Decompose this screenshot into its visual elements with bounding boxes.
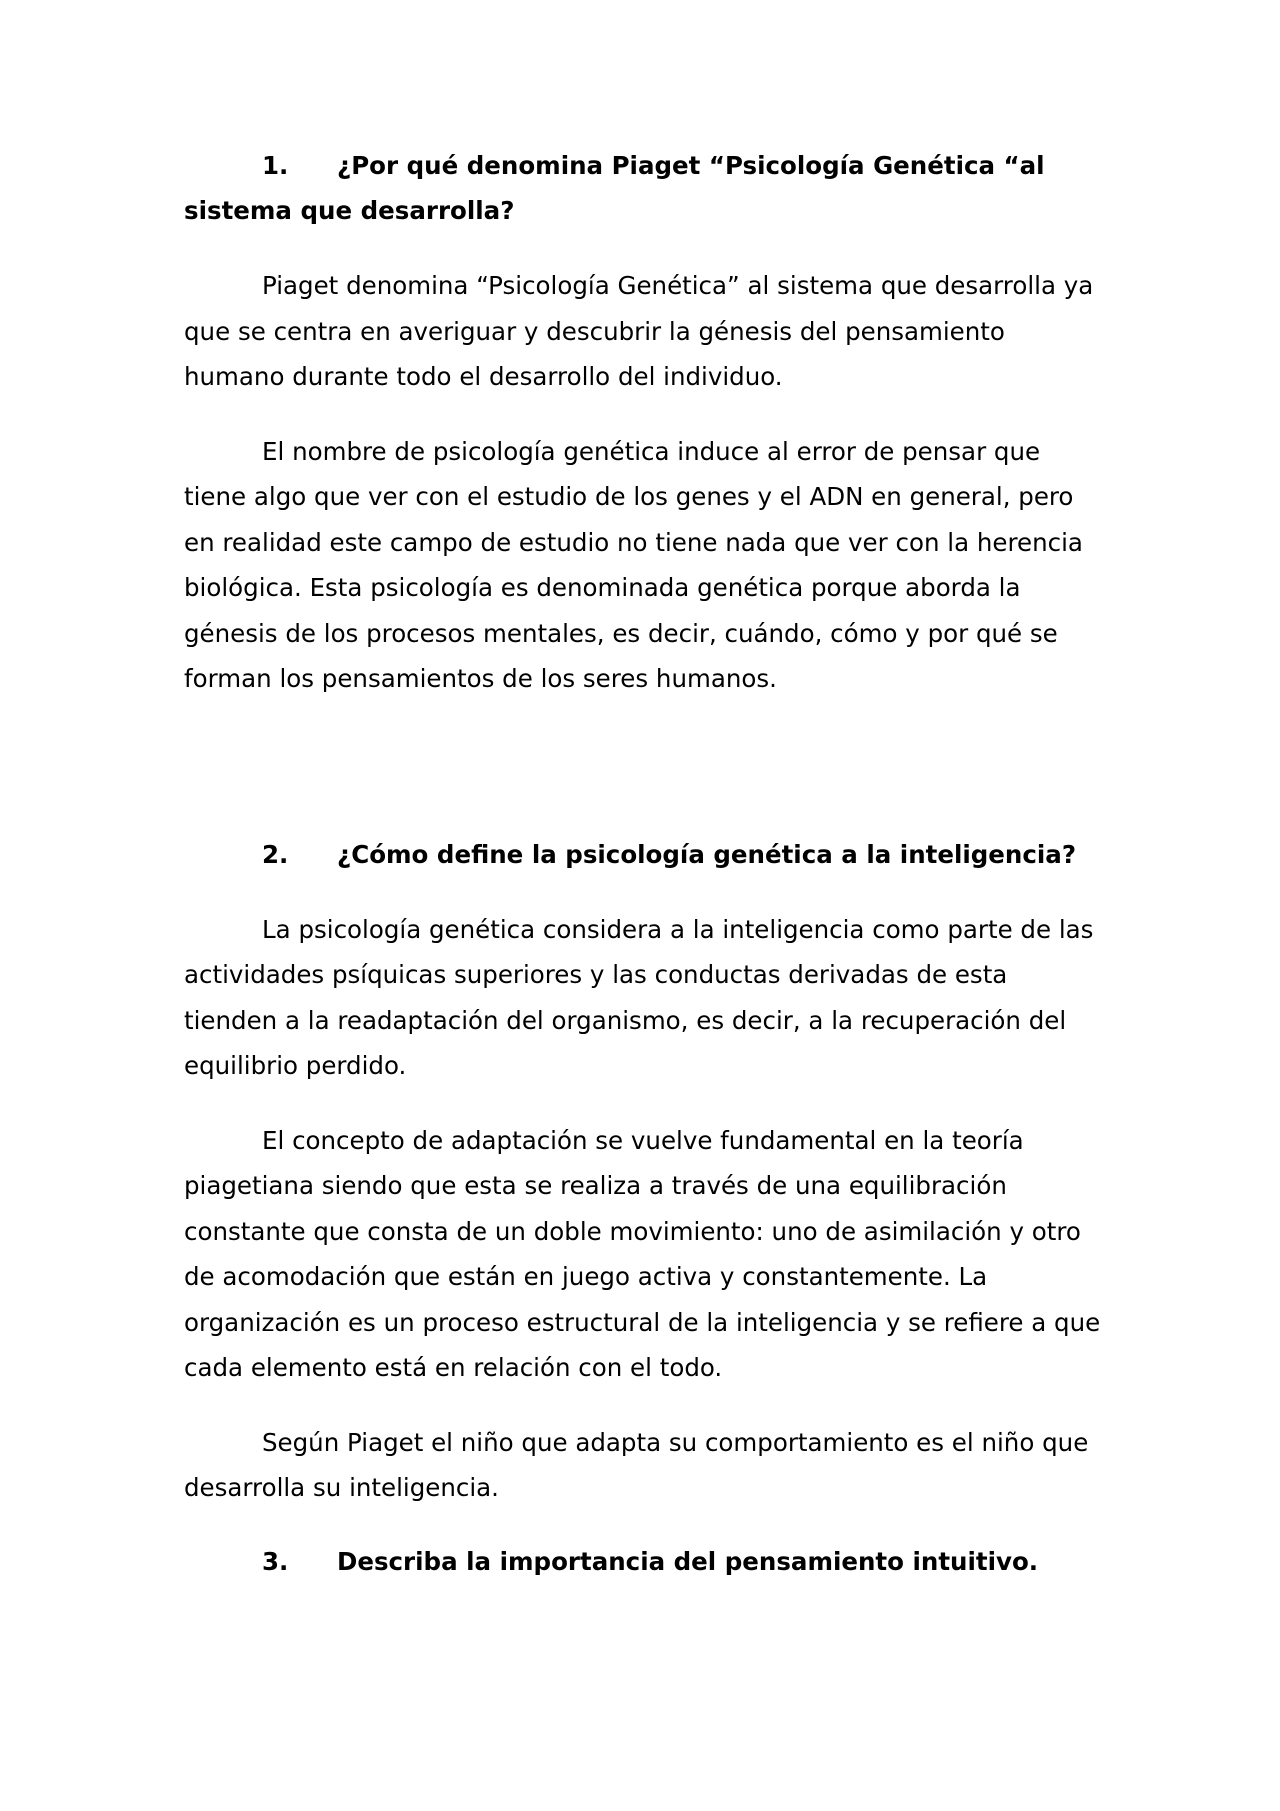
answer-1-paragraph-1: Piaget denomina “Psicología Genética” al sistema que desarrolla ya que se centra en averiguar y descubrir la génesis del pensamiento humano durante todo el desarrollo del individuo. [184, 271, 1094, 391]
question-2-title: ¿Cómo define la psicología genética a la inteligencia? [337, 839, 1077, 869]
question-2-number: 2. [262, 839, 289, 869]
question-2-heading [184, 832, 1104, 877]
answer-2-paragraph-1: La psicología genética considera a la inteligencia como parte de las actividades psíquicas superiores y las conductas derivadas de esta tienden a la readaptación del organismo, es decir, a la recuperación del equilibrio perdido. [184, 914, 1094, 1080]
question-3-number: 3. [262, 1546, 289, 1576]
question-1-heading [184, 143, 1104, 233]
answer-2-paragraph-2: El concepto de adaptación se vuelve fundamental en la teoría piagetiana siendo que esta se realiza a través de una equilibración constante que consta de un doble movimiento: uno de asimilación y otro de acomodación que están en juego activa y constantemente. La organización es un proceso estructural de la inteligencia y se refiere a que cada elemento está en relación con el todo. [184, 1125, 1101, 1382]
question-1-number: 1. [262, 151, 289, 180]
question-3-title: Describa la importancia del pensamiento intuitivo. [337, 1546, 1039, 1576]
question-3-heading [184, 1539, 1104, 1584]
document-page [184, 143, 1104, 1584]
answer-1-paragraph-2: El nombre de psicología genética induce al error de pensar que tiene algo que ver con el estudio de los genes y el ADN en general, pero en realidad este campo de estudio no tiene nada que ver con la herencia biológica. Esta psicología es denominada genética porque aborda la génesis de los procesos mentales, es decir, cuándo, cómo y por qué se forman los pensamientos de los seres humanos. [184, 436, 1083, 693]
question-1-title: ¿Por qué denomina Piaget “Psicología Genética “al sistema que desarrolla? [184, 151, 1045, 225]
answer-2-paragraph-3: Según Piaget el niño que adapta su comportamiento es el niño que desarrolla su inteligencia. [184, 1427, 1089, 1502]
